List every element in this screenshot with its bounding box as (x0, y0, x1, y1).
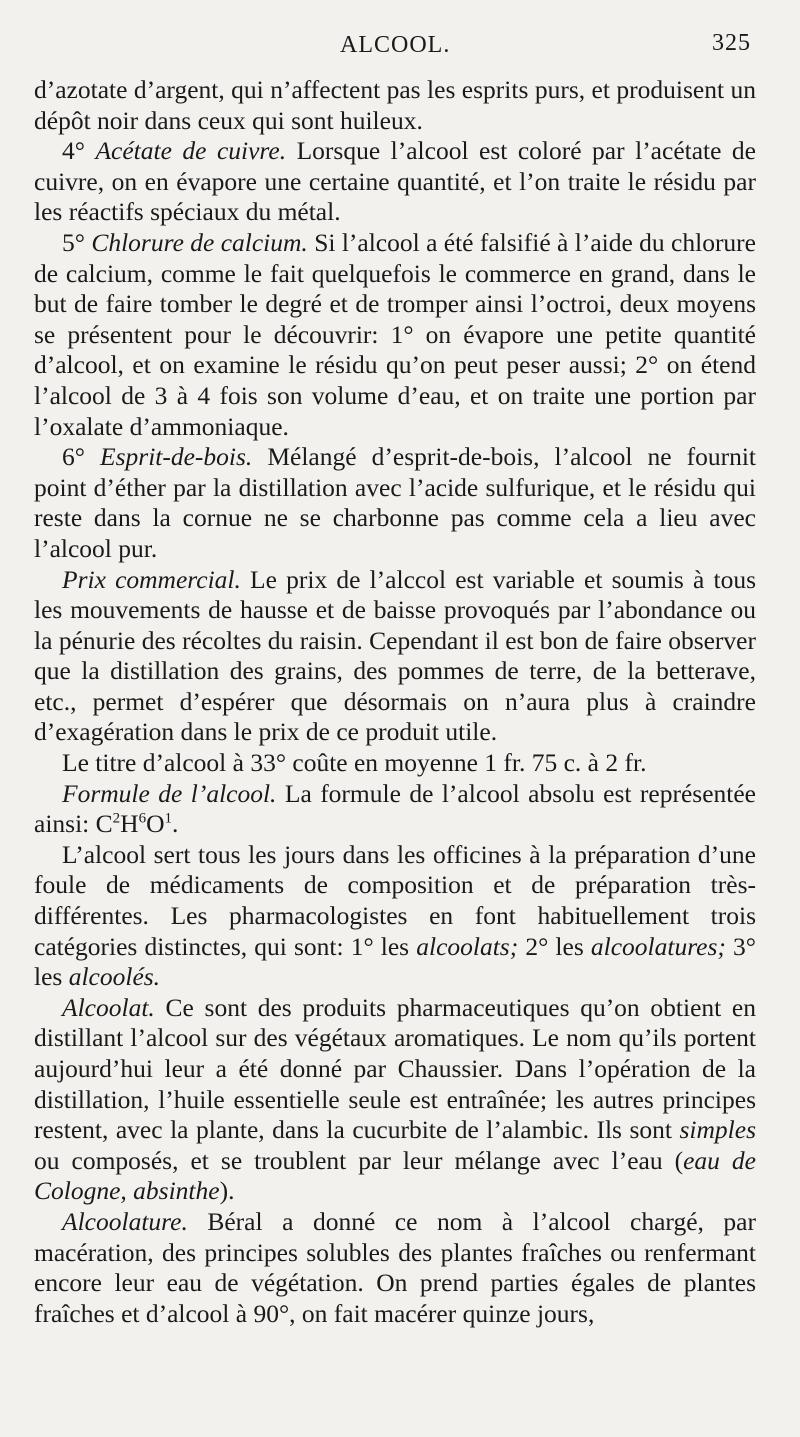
italic-text: alcoolés. (68, 962, 161, 992)
text-run: O (146, 809, 165, 839)
text-run: H (120, 809, 139, 839)
text-run: 2° les (518, 931, 591, 961)
italic-text: alcoolats; (416, 931, 519, 961)
paragraph (34, 779, 756, 840)
italic-text: Acétate de cuivre. (95, 136, 287, 166)
superscript: 6 (138, 810, 147, 827)
text-run: 3° les (34, 931, 756, 992)
text-run: . (171, 809, 179, 839)
text-run: Le prix de l’alccol est variable et soumis à tous les mouvements de hausse et de baisse provoqués par l’abondance ou la pénurie des récoltes du raisin. Cependant il est bon de faire observer que la distillation des grains, des pommes de terre, de la betterave, etc., permet d’espérer que désormais on n’aura plus à craindre d’exagération dans le prix de ce produit utile. (34, 564, 756, 747)
text-run: Si l’alcool a été falsifié à l’aide du chlorure de calcium, comme le fait quelquefois le commerce en grand, dans le but de faire tomber le degré et de tromper ainsi l’octroi, deux moyens se présentent pour le découvrir: 1° on évapore une petite quantité d’alcool, et on examine le résidu qu’on peut peser aussi; 2° on étend l’alcool de 3 à 4 fois son volume d’eau, et on traite une portion par l’oxalate d’ammoniaque. (34, 227, 756, 441)
text-run: Lorsque l’alcool est coloré par l’acétate de cuivre, on en évapore une certaine quantité, et l’on traite le résidu par les réactifs spéciaux du métal. (34, 136, 756, 227)
text-run: ). (219, 1176, 235, 1206)
text-run: Ce sont des produits pharmaceutiques qu’on obtient en distillant l’alcool sur des végétaux aromatiques. Le nom qu’ils portent aujourd’hui leur a été donné par Chaussier. Dans l’opération de la distillation, l’huile essentielle seule est entraînée; les autres principes restent, avec la plante, dans la cucurbite de l’alambic. Ils sont (34, 992, 756, 1145)
paragraph (34, 840, 756, 993)
text-run: 4° (62, 136, 96, 166)
paragraph (34, 442, 756, 564)
running-header (0, 28, 800, 64)
text-run: 6° (62, 442, 101, 472)
paragraph (34, 228, 756, 442)
superscript: 1 (164, 810, 172, 827)
paragraph (34, 993, 756, 1207)
text-run: L’alcool sert tous les jours dans les officines à la préparation d’une foule de médicaments de composition et de préparation très-différentes. Les pharmacologistes en font habituellement trois catégories distinctes, qui sont: 1° les (34, 839, 756, 961)
paragraph (34, 75, 756, 136)
text-run: 5° (62, 227, 92, 257)
body-text (34, 75, 756, 1329)
italic-text: Esprit-de-bois. (100, 442, 253, 472)
italic-text: Chlorure de calcium. (91, 227, 308, 257)
superscript: 2 (112, 810, 121, 827)
text-run: d’azotate d’argent, qui n’affectent pas les esprits purs, et produisent un dépôt noir dans ceux qui sont huileux. (34, 75, 756, 135)
italic-text: eau de Cologne, absinthe (34, 1145, 756, 1206)
italic-text: Formule de l’alcool. (62, 778, 277, 808)
italic-text: Alcoolat. (62, 992, 155, 1022)
italic-text: Alcoolature. (62, 1206, 188, 1236)
text-run: Le titre d’alcool à 33° coûte en moyenne 1 fr. 75 c. à 2 fr. (62, 748, 647, 778)
text-run: La formule de l’alcool absolu est représentée ainsi: C (34, 778, 756, 839)
italic-text: Prix commercial. (62, 564, 241, 594)
italic-text: alcoolatures; (590, 931, 726, 961)
page-number: 325 (712, 30, 751, 56)
text-run: ou composés, et se troublent par leur mélange avec l’eau ( (34, 1145, 684, 1175)
text-run: Béral a donné ce nom à l’alcool chargé, par macération, des principes solubles des plantes fraîches ou renfermant encore leur eau de végétation. On prend parties égales de plantes fraîches et d’alcool à 90°, on fait macérer quinze jours, (34, 1206, 756, 1328)
paragraph (34, 136, 756, 228)
text-run: Mélangé d’esprit-de-bois, l’alcool ne fournit point d’éther par la distillation avec l’acide sulfurique, et le résidu qui reste dans la cornue ne se charbonne pas comme cela a lieu avec l’alcool pur. (34, 442, 756, 563)
paragraph (34, 748, 756, 779)
paragraph (34, 1207, 756, 1329)
running-title: ALCOOL. (340, 32, 451, 58)
italic-text: simples (679, 1115, 756, 1145)
paragraph (34, 565, 756, 749)
